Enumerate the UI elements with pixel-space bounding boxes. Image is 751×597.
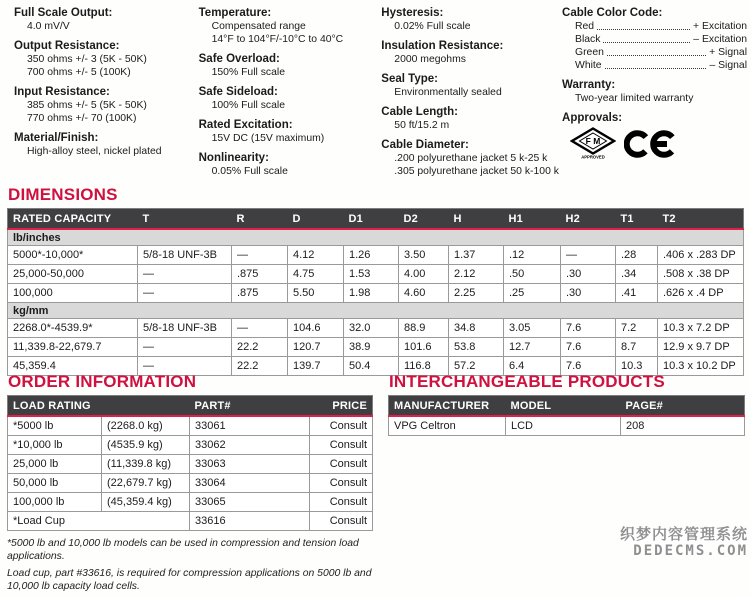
table-cell: 22.2: [232, 357, 288, 376]
load-rating-lb-cell: 100,000 lb: [8, 493, 102, 512]
part-number-cell: 33616: [190, 512, 310, 531]
cable-color-row: [562, 20, 747, 33]
table-cell: 4.60: [399, 284, 449, 303]
spec-label: Nonlinearity:: [198, 152, 269, 164]
spec-value: 50 ft/15.2 m: [394, 120, 450, 131]
spec-item: [199, 52, 382, 79]
load-rating-lb-cell: 25,000 lb: [8, 455, 102, 474]
cable-color-name: Black: [575, 34, 601, 45]
column-header: T2: [658, 209, 744, 230]
column-header: H2: [561, 209, 616, 230]
footnotes: [7, 537, 373, 593]
column-header: MODEL: [506, 396, 621, 417]
dimensions-row: [8, 338, 744, 357]
load-rating-kg-cell: (11,339.8 kg): [102, 455, 190, 474]
watermark-url-text: DEDECMS.COM: [633, 543, 748, 559]
spec-value: 4.0 mV/V: [27, 21, 70, 32]
table-cell: —: [138, 338, 232, 357]
table-cell: .406 x .283 DP: [658, 246, 744, 265]
table-cell: .875: [232, 284, 288, 303]
dotted-leader: [607, 55, 706, 56]
spec-label: Cable Length:: [381, 106, 458, 118]
order-row: [8, 455, 373, 474]
dotted-leader: [597, 29, 690, 30]
part-number-cell: 33062: [190, 436, 310, 455]
table-cell: 4.75: [288, 265, 344, 284]
spec-value: 350 ohms +/- 3 (5K - 50K): [27, 54, 147, 65]
spec-value: 700 ohms +/- 5 (100K): [27, 67, 131, 78]
table-cell: .12: [504, 246, 561, 265]
table-cell: 38.9: [344, 338, 399, 357]
cable-color-row: [562, 33, 747, 46]
column-header: PAGE#: [621, 396, 745, 417]
spec-label: Seal Type:: [381, 73, 438, 85]
table-cell: 2.25: [449, 284, 504, 303]
part-number-cell: 33061: [190, 416, 310, 436]
spec-item: [562, 78, 747, 105]
price-cell: Consult: [310, 416, 373, 436]
unit-group-label: kg/mm: [8, 303, 744, 319]
table-cell: 45,359.4: [8, 357, 138, 376]
load-rating-kg-cell: (22,679.7 kg): [102, 474, 190, 493]
column-header: RATED CAPACITY: [8, 209, 138, 230]
table-cell: 1.37: [449, 246, 504, 265]
specs-section: [14, 6, 747, 184]
spec-value: Two-year limited warranty: [575, 93, 694, 104]
table-cell: 8.7: [616, 338, 658, 357]
table-cell: —: [232, 319, 288, 338]
table-cell: 12.7: [504, 338, 561, 357]
load-rating-lb-cell: *5000 lb: [8, 416, 102, 436]
spec-label: Temperature:: [198, 7, 272, 19]
column-header: D1: [344, 209, 399, 230]
column-header: LOAD RATING: [8, 396, 190, 417]
spec-label: Input Resistance:: [14, 86, 110, 98]
table-cell: —: [232, 246, 288, 265]
table-cell: 32.0: [344, 319, 399, 338]
table-cell: 2.12: [449, 265, 504, 284]
table-cell: 5/8-18 UNF-3B: [138, 246, 232, 265]
spec-value: 770 ohms +/- 70 (100K): [27, 113, 137, 124]
price-cell: Consult: [310, 512, 373, 531]
table-cell: 50.4: [344, 357, 399, 376]
spec-label: Full Scale Output:: [14, 7, 113, 19]
price-cell: Consult: [310, 455, 373, 474]
column-header: D2: [399, 209, 449, 230]
table-cell: 6.4: [504, 357, 561, 376]
unit-group-row: [8, 229, 744, 246]
table-cell: 4.12: [288, 246, 344, 265]
table-cell: 11,339.8-22,679.7: [8, 338, 138, 357]
order-row: [8, 416, 373, 436]
table-cell: 7.2: [616, 319, 658, 338]
column-header: H1: [504, 209, 561, 230]
table-cell: 88.9: [399, 319, 449, 338]
order-information-section: [7, 373, 373, 597]
column-header: T1: [616, 209, 658, 230]
dimensions-title: DIMENSIONS: [8, 185, 118, 204]
spec-item: [381, 72, 562, 99]
column-header: D: [288, 209, 344, 230]
table-cell: .28: [616, 246, 658, 265]
spec-item: [381, 105, 562, 132]
spec-item: [381, 6, 562, 33]
table-cell: 34.8: [449, 319, 504, 338]
spec-value: 385 ohms +/- 5 (5K - 50K): [27, 100, 147, 111]
fm-approved-icon: [570, 127, 616, 160]
footnote: *5000 lb and 10,000 lb models can be used in compression and tension load applications.: [7, 538, 359, 562]
load-rating-kg-cell: (2268.0 kg): [102, 416, 190, 436]
watermark: [620, 527, 748, 559]
table-cell: 2268.0*-4539.9*: [8, 319, 138, 338]
load-rating-lb-cell: *10,000 lb: [8, 436, 102, 455]
column-header: PART#: [190, 396, 310, 417]
table-cell: 53.8: [449, 338, 504, 357]
spec-item: [199, 118, 382, 145]
spec-label: Output Resistance:: [14, 40, 120, 52]
spec-column-warranty: [562, 6, 747, 184]
table-cell: .875: [232, 265, 288, 284]
table-cell: 120.7: [288, 338, 344, 357]
spec-value: 14°F to 104°F/-10°C to 40°C: [211, 34, 344, 45]
unit-group-row: [8, 303, 744, 319]
spec-value: 0.05% Full scale: [211, 166, 288, 177]
table-cell: .30: [561, 265, 616, 284]
cable-color-row: [562, 59, 747, 72]
table-cell: 5.50: [288, 284, 344, 303]
table-cell: 7.6: [561, 357, 616, 376]
cable-color-signal: + Excitation: [693, 21, 748, 32]
part-number-cell: 33064: [190, 474, 310, 493]
table-cell: 4.00: [399, 265, 449, 284]
spec-item: [199, 151, 382, 178]
column-header: T: [138, 209, 232, 230]
spec-value: Environmentally sealed: [394, 87, 502, 98]
table-cell: 101.6: [399, 338, 449, 357]
dotted-leader: [603, 42, 690, 43]
spec-label: Safe Sideload:: [198, 86, 278, 98]
footnote: Load cup, part #33616, is required for compression applications on 5000 lb and 10,000 lb capacity load cells.: [7, 568, 372, 592]
part-number-cell: 33065: [190, 493, 310, 512]
cable-color-row: [562, 46, 747, 59]
table-cell: 5/8-18 UNF-3B: [138, 319, 232, 338]
spec-value: High-alloy steel, nickel plated: [27, 146, 162, 157]
spec-item: [562, 6, 747, 72]
load-rating-lb-cell: *Load Cup: [8, 512, 190, 531]
table-cell: —: [138, 357, 232, 376]
table-cell: .30: [561, 284, 616, 303]
spec-item: [14, 6, 199, 33]
load-rating-kg-cell: (45,359.4 kg): [102, 493, 190, 512]
cable-color-signal: – Signal: [709, 60, 748, 71]
spec-column-cable: [381, 6, 562, 184]
table-cell: —: [138, 265, 232, 284]
table-cell: 12.9 x 9.7 DP: [658, 338, 744, 357]
interchangeable-body: [389, 416, 745, 436]
table-cell: 57.2: [449, 357, 504, 376]
unit-group-label: lb/inches: [8, 229, 744, 246]
order-information-table: [7, 395, 373, 531]
cable-color-name: Green: [575, 47, 604, 58]
spec-column-environmental: [199, 6, 382, 184]
table-cell: 139.7: [288, 357, 344, 376]
table-cell: LCD: [506, 416, 621, 436]
order-body: [8, 416, 373, 531]
part-number-cell: 33063: [190, 455, 310, 474]
approvals-icons: [562, 127, 747, 160]
table-cell: .508 x .38 DP: [658, 265, 744, 284]
spec-item: [14, 85, 199, 125]
load-rating-lb-cell: 50,000 lb: [8, 474, 102, 493]
spec-value: .200 polyurethane jacket 5 k-25 k: [394, 153, 548, 164]
cable-color-signal: + Signal: [709, 47, 748, 58]
watermark-chinese-text: 织梦内容管理系统: [619, 526, 748, 543]
table-cell: 10.3 x 10.2 DP: [658, 357, 744, 376]
table-cell: .25: [504, 284, 561, 303]
spec-value: 2000 megohms: [394, 54, 466, 65]
spec-value: 0.02% Full scale: [394, 21, 471, 32]
table-cell: 5000*-10,000*: [8, 246, 138, 265]
order-information-title: ORDER INFORMATION: [8, 372, 197, 391]
table-cell: .50: [504, 265, 561, 284]
ce-mark-icon: [624, 129, 676, 159]
column-header: R: [232, 209, 288, 230]
dimensions-row: [8, 265, 744, 284]
interchangeable-header-row: [389, 396, 745, 417]
dimensions-section: [7, 186, 744, 376]
table-cell: 1.26: [344, 246, 399, 265]
table-cell: 1.98: [344, 284, 399, 303]
cable-color-signal: – Excitation: [693, 34, 748, 45]
column-header: MANUFACTURER: [389, 396, 506, 417]
dimensions-header-row: [8, 209, 744, 230]
spec-value: 15V DC (15V maximum): [211, 133, 325, 144]
table-cell: —: [138, 284, 232, 303]
table-cell: 104.6: [288, 319, 344, 338]
order-row: [8, 436, 373, 455]
spec-item: [381, 39, 562, 66]
table-cell: 208: [621, 416, 745, 436]
spec-value: Compensated range: [211, 21, 306, 32]
table-cell: .41: [616, 284, 658, 303]
dimensions-body: [8, 229, 744, 376]
spec-item: [381, 138, 562, 178]
dotted-leader: [605, 68, 707, 69]
table-cell: VPG Celtron: [389, 416, 506, 436]
dimensions-row: [8, 284, 744, 303]
spec-value: .305 polyurethane jacket 50 k-100 k: [394, 166, 559, 177]
spec-label: Rated Excitation:: [198, 119, 293, 131]
load-rating-kg-cell: (4535.9 kg): [102, 436, 190, 455]
order-row: [8, 493, 373, 512]
spec-label: Warranty:: [562, 79, 616, 91]
spec-value: 150% Full scale: [211, 67, 285, 78]
table-cell: 3.50: [399, 246, 449, 265]
table-cell: 22.2: [232, 338, 288, 357]
spec-label: Cable Diameter:: [381, 139, 469, 151]
spec-item: [562, 111, 747, 160]
spec-label: Insulation Resistance:: [381, 40, 504, 52]
table-cell: 10.3: [616, 357, 658, 376]
table-cell: 7.6: [561, 338, 616, 357]
table-cell: 7.6: [561, 319, 616, 338]
dimensions-table: [7, 208, 744, 376]
cable-color-name: White: [575, 60, 602, 71]
spec-label: Hysteresis:: [381, 7, 444, 19]
dimensions-row: [8, 246, 744, 265]
table-cell: .34: [616, 265, 658, 284]
spec-label: Cable Color Code:: [562, 7, 663, 19]
table-cell: 3.05: [504, 319, 561, 338]
table-cell: 116.8: [399, 357, 449, 376]
order-header-row: [8, 396, 373, 417]
price-cell: Consult: [310, 493, 373, 512]
spec-value: 100% Full scale: [211, 100, 285, 111]
table-cell: 100,000: [8, 284, 138, 303]
interchangeable-products-title: INTERCHANGEABLE PRODUCTS: [389, 372, 665, 391]
table-cell: —: [561, 246, 616, 265]
order-row: [8, 512, 373, 531]
svg-text:APPROVED: APPROVED: [581, 154, 605, 160]
table-cell: 25,000-50,000: [8, 265, 138, 284]
spec-item: [14, 39, 199, 79]
svg-text:F M: F M: [585, 136, 601, 147]
interchangeable-row: [389, 416, 745, 436]
spec-item: [14, 131, 199, 158]
price-cell: Consult: [310, 436, 373, 455]
price-cell: Consult: [310, 474, 373, 493]
interchangeable-products-table: [388, 395, 745, 436]
table-cell: 10.3 x 7.2 DP: [658, 319, 744, 338]
column-header: PRICE: [310, 396, 373, 417]
cable-color-name: Red: [575, 21, 595, 32]
spec-label: Approvals:: [562, 112, 623, 124]
spec-item: [199, 6, 382, 46]
column-header: H: [449, 209, 504, 230]
spec-item: [199, 85, 382, 112]
interchangeable-products-section: [388, 373, 745, 436]
table-cell: 1.53: [344, 265, 399, 284]
dimensions-row: [8, 319, 744, 338]
order-row: [8, 474, 373, 493]
table-cell: .626 x .4 DP: [658, 284, 744, 303]
spec-label: Safe Overload:: [198, 53, 280, 65]
spec-label: Material/Finish:: [14, 132, 99, 144]
spec-column-electrical: [14, 6, 199, 184]
